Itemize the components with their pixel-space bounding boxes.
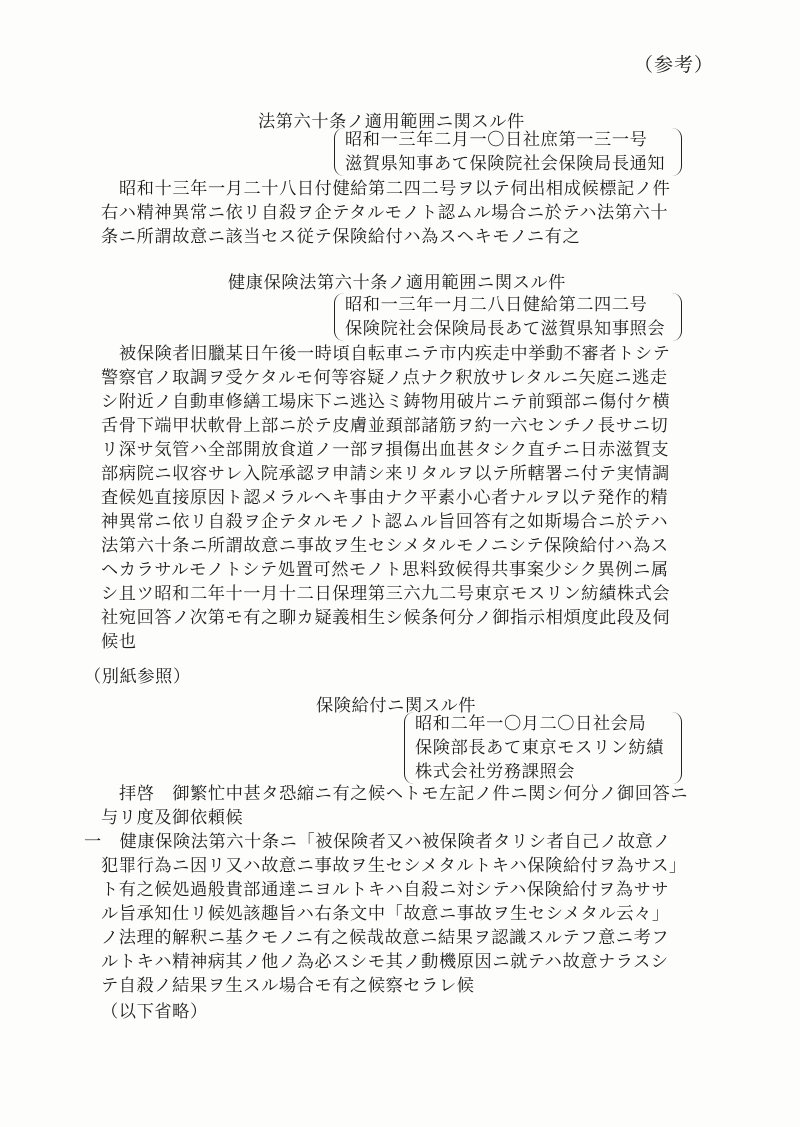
omitted-note: （以下省略） bbox=[101, 1002, 208, 1022]
body-line: 被保険者旧臘某日午後一時頃自転車ニテ市内疾走中挙動不審者トシテ bbox=[119, 344, 671, 364]
body-line: 神異常ニ依リ自殺ヲ企テタルモノト認ムル旨回答有之如斯場合ニ於テハ bbox=[101, 512, 669, 532]
section1-meta-line: 滋賀県知事あて保険院社会保険局長通知 bbox=[345, 154, 666, 174]
body-line: 部病院ニ収容サレ入院承認ヲ申請シ来リタルヲ以テ所轄署ニ付テ実情調 bbox=[101, 464, 670, 484]
section3-meta-box bbox=[404, 712, 682, 784]
attachment-label: （別紙参照） bbox=[84, 667, 191, 687]
body-line: 拝啓 御繁忙中甚タ恐縮ニ有之候ヘトモ左記ノ件ニ関シ何分ノ御回答ニ bbox=[119, 784, 689, 804]
section3-title: 保険給付ニ関スル件 bbox=[316, 696, 477, 716]
body-line: 与リ度及御依頼候 bbox=[101, 808, 244, 828]
body-line: シ附近ノ自動車修繕工場床下ニ逃込ミ鋳物用破片ニテ前頸部ニ傷付ケ横 bbox=[101, 392, 671, 412]
body-line: 候也 bbox=[101, 632, 137, 652]
body-line: ノ法理的解釈ニ基クモノニ有之候哉故意ニ結果ヲ認識スルテフ意ニ考フ bbox=[101, 928, 670, 948]
section2-title: 健康保険法第六十条ノ適用範囲ニ関スル件 bbox=[228, 273, 566, 293]
section2-meta-box bbox=[334, 293, 682, 341]
body-line: 右ハ精神異常ニ依リ自殺ヲ企テタルモノト認ムル場合ニ於テハ法第六十 bbox=[101, 203, 669, 223]
section1-title: 法第六十条ノ適用範囲ニ関スル件 bbox=[258, 112, 525, 132]
reference-label: （参考） bbox=[634, 54, 715, 76]
body-line: 犯罪行為ニ因リ又ハ故意ニ事故ヲ生セシメタルトキハ保険給付ヲ為サス」 bbox=[101, 856, 687, 876]
section3-meta-line: 株式会社労務課照会 bbox=[415, 762, 576, 782]
body-line: 舌骨下端甲状軟骨上部ニ於テ皮膚並頚部諸筋ヲ約一六センチノ長サニ切 bbox=[101, 416, 669, 436]
body-line: 警察官ノ取調ヲ受ケタルモ何等容疑ノ点ナク釈放サレタルニ矢庭ニ逃走 bbox=[101, 368, 668, 388]
section2-meta-line: 保険院社会保険局長あて滋賀県知事照会 bbox=[345, 319, 666, 339]
body-line: 社宛回答ノ次第モ有之聊カ疑義相生シ候条何分ノ御指示相煩度此段及伺 bbox=[101, 608, 671, 628]
section3-meta-line: 昭和二年一〇月二〇日社会局 bbox=[415, 714, 647, 734]
section1-meta-line: 昭和一三年二月一〇日社庶第一三一号 bbox=[345, 130, 648, 150]
body-line: ルトキハ精神病其ノ他ノ為必スシモ其ノ動機原因ニ就テハ故意ナラスシ bbox=[101, 952, 669, 972]
section2-meta-line: 昭和一三年一月二八日健給第二四二号 bbox=[345, 295, 648, 315]
body-line: 査候処直接原因ト認メラルヘキ事由ナク平素小心者ナルヲ以テ発作的精 bbox=[101, 488, 669, 508]
section1-meta-box bbox=[334, 128, 682, 176]
body-line: ト有之候処過般貴部通達ニヨルトキハ自殺ニ対シテハ保険給付ヲ為ササ bbox=[101, 880, 670, 900]
body-line: リ深サ気管ハ全部開放食道ノ一部ヲ損傷出血甚タシク直チニ日赤滋賀支 bbox=[101, 440, 670, 460]
body-line: テ自殺ノ結果ヲ生スル場合モ有之候察セラレ候 bbox=[101, 976, 475, 996]
body-line: ヘカラサルモノトシテ処置可然モノト思料致候得共事案少シク異例ニ属 bbox=[101, 560, 669, 580]
body-line: 一 健康保険法第六十条ニ「被保険者又ハ被保険者タリシ者自己ノ故意ノ bbox=[84, 832, 671, 852]
body-line: 法第六十条ニ所謂故意ニ事故ヲ生セシメタルモノニシテ保険給付ハ為ス bbox=[101, 536, 669, 556]
section3-meta-line: 保険部長あて東京モスリン紡績 bbox=[415, 738, 665, 758]
body-line: 条ニ所謂故意ニ該当セス従テ保険給付ハ為スヘキモノニ有之 bbox=[101, 227, 581, 247]
body-line: 昭和十三年一月二十八日付健給第二四二号ヲ以テ伺出相成候標記ノ件 bbox=[119, 179, 671, 199]
body-line: ル旨承知仕リ候処該趣旨ハ右条文中「故意ニ事故ヲ生セシメタル云々」 bbox=[101, 904, 670, 924]
body-line: シ且ツ昭和二年十一月十二日保理第三六九二号東京モスリン紡績株式会 bbox=[101, 584, 671, 604]
